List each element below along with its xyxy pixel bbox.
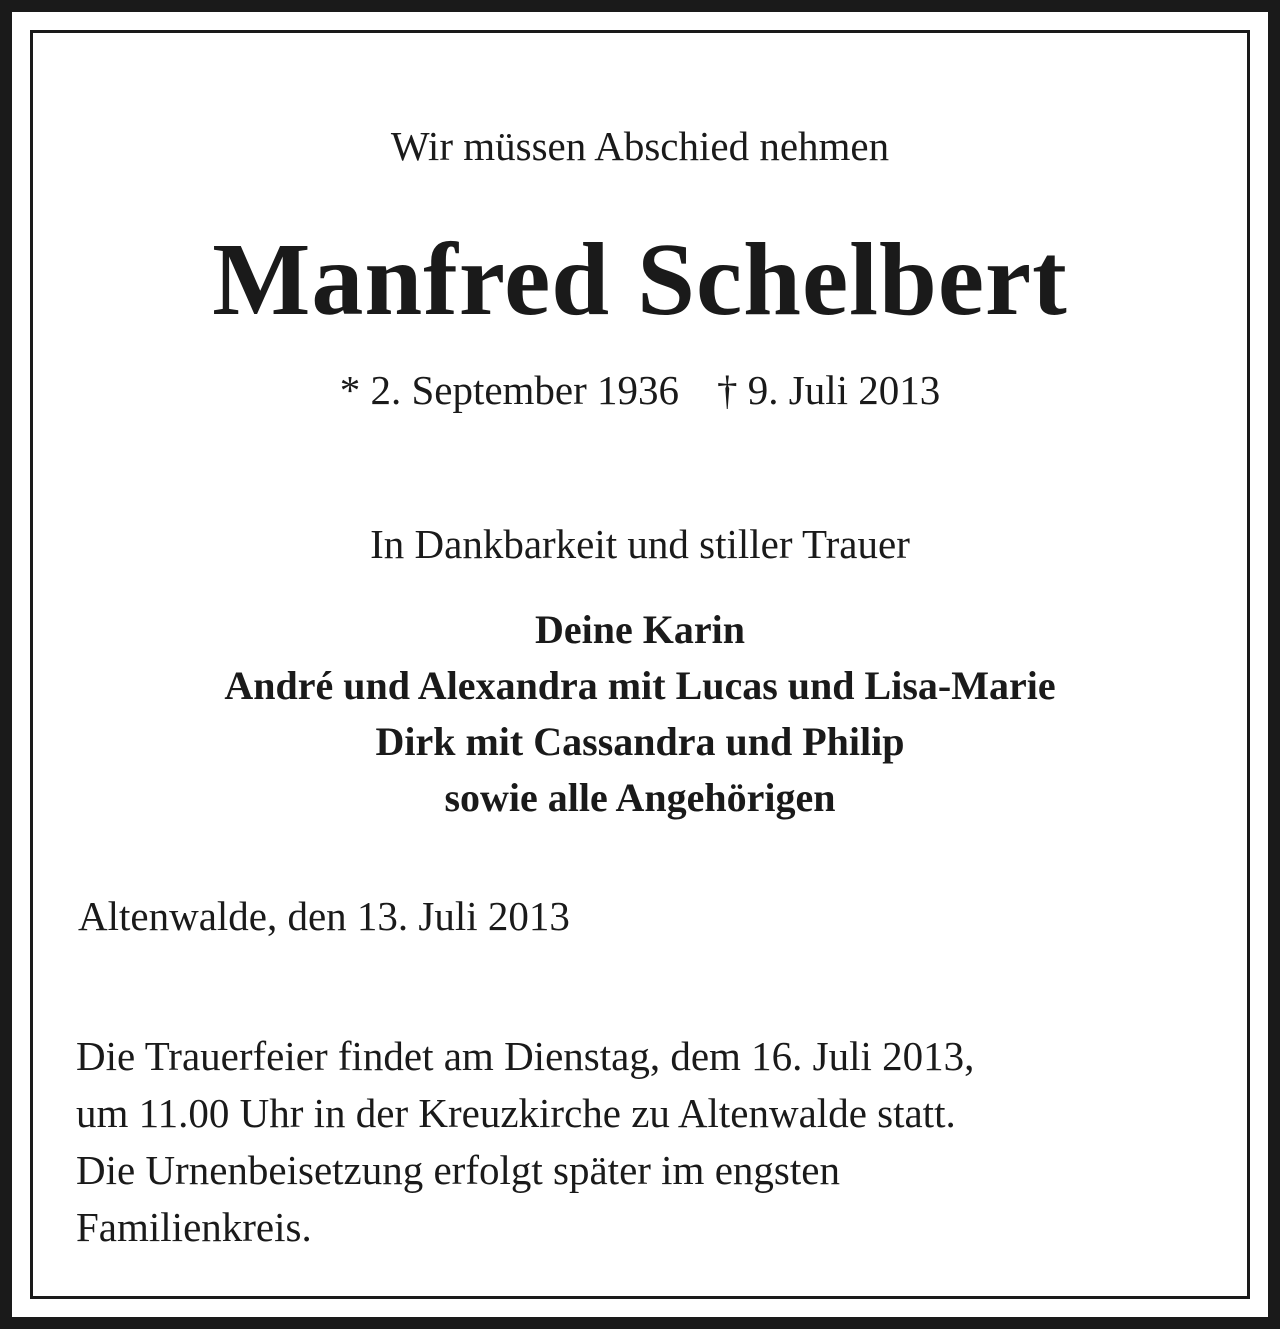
ceremony-line: um 11.00 Uhr in der Kreuzkirche zu Altenwalde statt.	[76, 1090, 956, 1136]
mourner-line: Dirk mit Cassandra und Philip	[375, 719, 905, 764]
mourners-list	[0, 607, 1280, 834]
ceremony-line: Die Trauerfeier findet am Dienstag, dem 16. Juli 2013,	[76, 1033, 975, 1079]
ceremony-info	[76, 1033, 975, 1264]
place-and-date: Altenwalde, den 13. Juli 2013	[78, 893, 570, 939]
ceremony-line: Die Urnenbeisetzung erfolgt später im engsten	[76, 1147, 840, 1193]
mourner-line: sowie alle Angehörigen	[444, 775, 836, 820]
life-dates	[0, 367, 1280, 413]
ceremony-line: Familienkreis.	[76, 1204, 312, 1250]
death-date: † 9. Juli 2013	[717, 367, 941, 413]
deceased-name: Manfred Schelbert	[212, 222, 1068, 337]
mourner-line: André und Alexandra mit Lucas und Lisa-Marie	[224, 663, 1056, 708]
thanks-text: In Dankbarkeit und stiller Trauer	[370, 521, 910, 567]
birth-date: * 2. September 1936	[339, 367, 680, 413]
intro-text: Wir müssen Abschied nehmen	[390, 123, 890, 169]
mourner-line: Deine Karin	[535, 607, 745, 652]
